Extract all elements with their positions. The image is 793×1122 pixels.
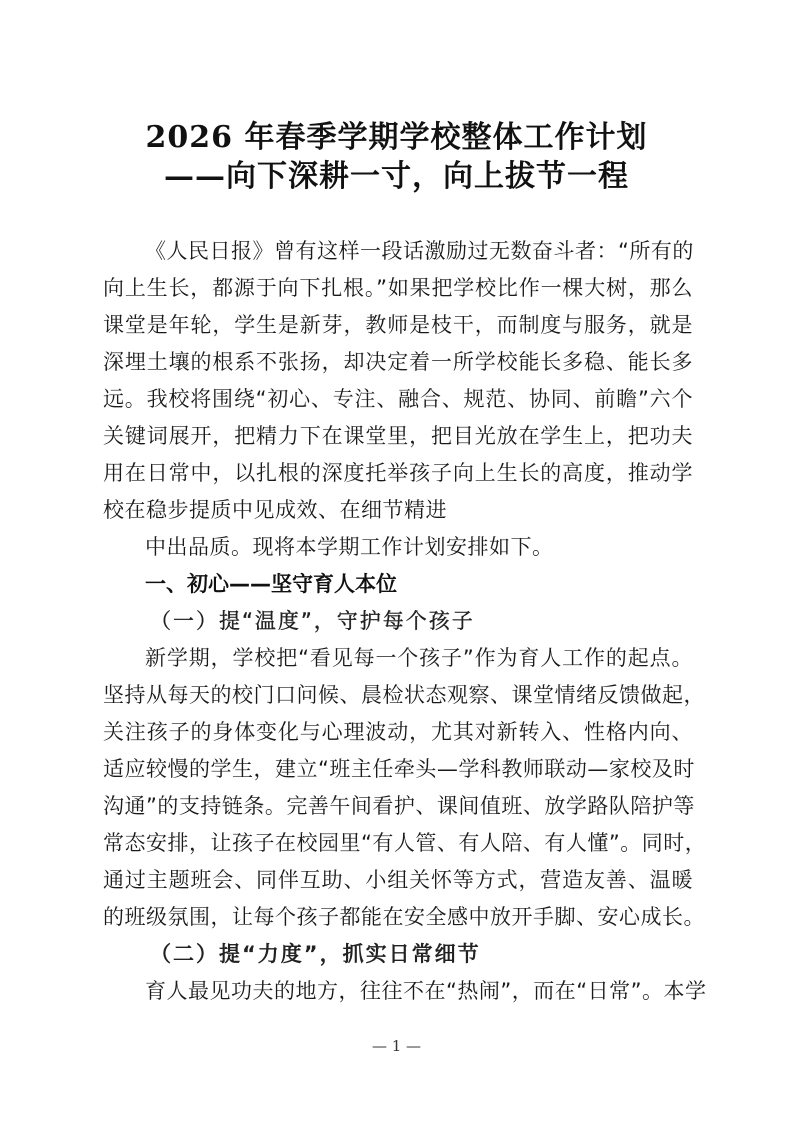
paragraph-line: 用在日常中，以扎根的深度托举孩子向上生长的高度，推动学: [103, 461, 693, 485]
paragraph-line: 远。我校将围绕“初心、专注、融合、规范、协同、前瞻”六个: [103, 387, 693, 411]
paragraph-line: 关键词展开，把精力下在课堂里，把目光放在学生上，把功夫: [103, 424, 693, 448]
paragraph-line: 校在稳步提质中见成效、在细节精进: [103, 498, 447, 522]
subsection-heading: （二）提“力度”，抓实日常细节: [150, 942, 481, 966]
paragraph-line: 新学期，学校把“看见每一个孩子”作为育人工作的起点。: [145, 646, 693, 670]
section-heading: 一、初心——坚守育人本位: [145, 572, 397, 596]
paragraph-line: 适应较慢的学生，建立“班主任牵头—学科教师联动—家校及时: [103, 757, 695, 781]
paragraph-line: 关注孩子的身体变化与心理波动，尤其对新转入、性格内向、: [103, 720, 693, 744]
paragraph-line: 中出品质。现将本学期工作计划安排如下。: [145, 535, 554, 559]
document-title: 2026 年春季学期学校整体工作计划: [145, 120, 648, 155]
paragraph-line: 课堂是年轮，学生是新芽，教师是枝干，而制度与服务，就是: [103, 313, 693, 337]
subsection-heading: （一）提“温度”，守护每个孩子: [150, 609, 475, 633]
paragraph-line: 深埋土壤的根系不张扬，却决定着一所学校能长多稳、能长多: [103, 350, 693, 374]
paragraph-line: 的班级氛围，让每个孩子都能在安全感中放开手脚、安心成长。: [103, 905, 705, 929]
paragraph-line: 《人民日报》曾有这样一段话激励过无数奋斗者：“所有的: [145, 239, 694, 263]
page-number: — 1 —: [371, 1037, 422, 1055]
paragraph-line: 沟通”的支持链条。完善午间看护、课间值班、放学路队陪护等: [103, 794, 695, 818]
paragraph-line: 育人最见功夫的地方，往往不在“热闹”，而在“日常”。本学: [145, 979, 707, 1003]
document-subtitle: ——向下深耕一寸，向上拔节一程: [164, 159, 629, 194]
paragraph-line: 常态安排，让孩子在校园里“有人管、有人陪、有人懂”。同时，: [103, 831, 707, 855]
paragraph-line: 向上生长，都源于向下扎根。”如果把学校比作一棵大树，那么: [103, 276, 693, 300]
paragraph-line: 通过主题班会、同伴互助、小组关怀等方式，营造友善、温暖: [103, 868, 693, 892]
paragraph-line: 坚持从每天的校门口问候、晨检状态观察、课堂情绪反馈做起，: [103, 683, 705, 707]
